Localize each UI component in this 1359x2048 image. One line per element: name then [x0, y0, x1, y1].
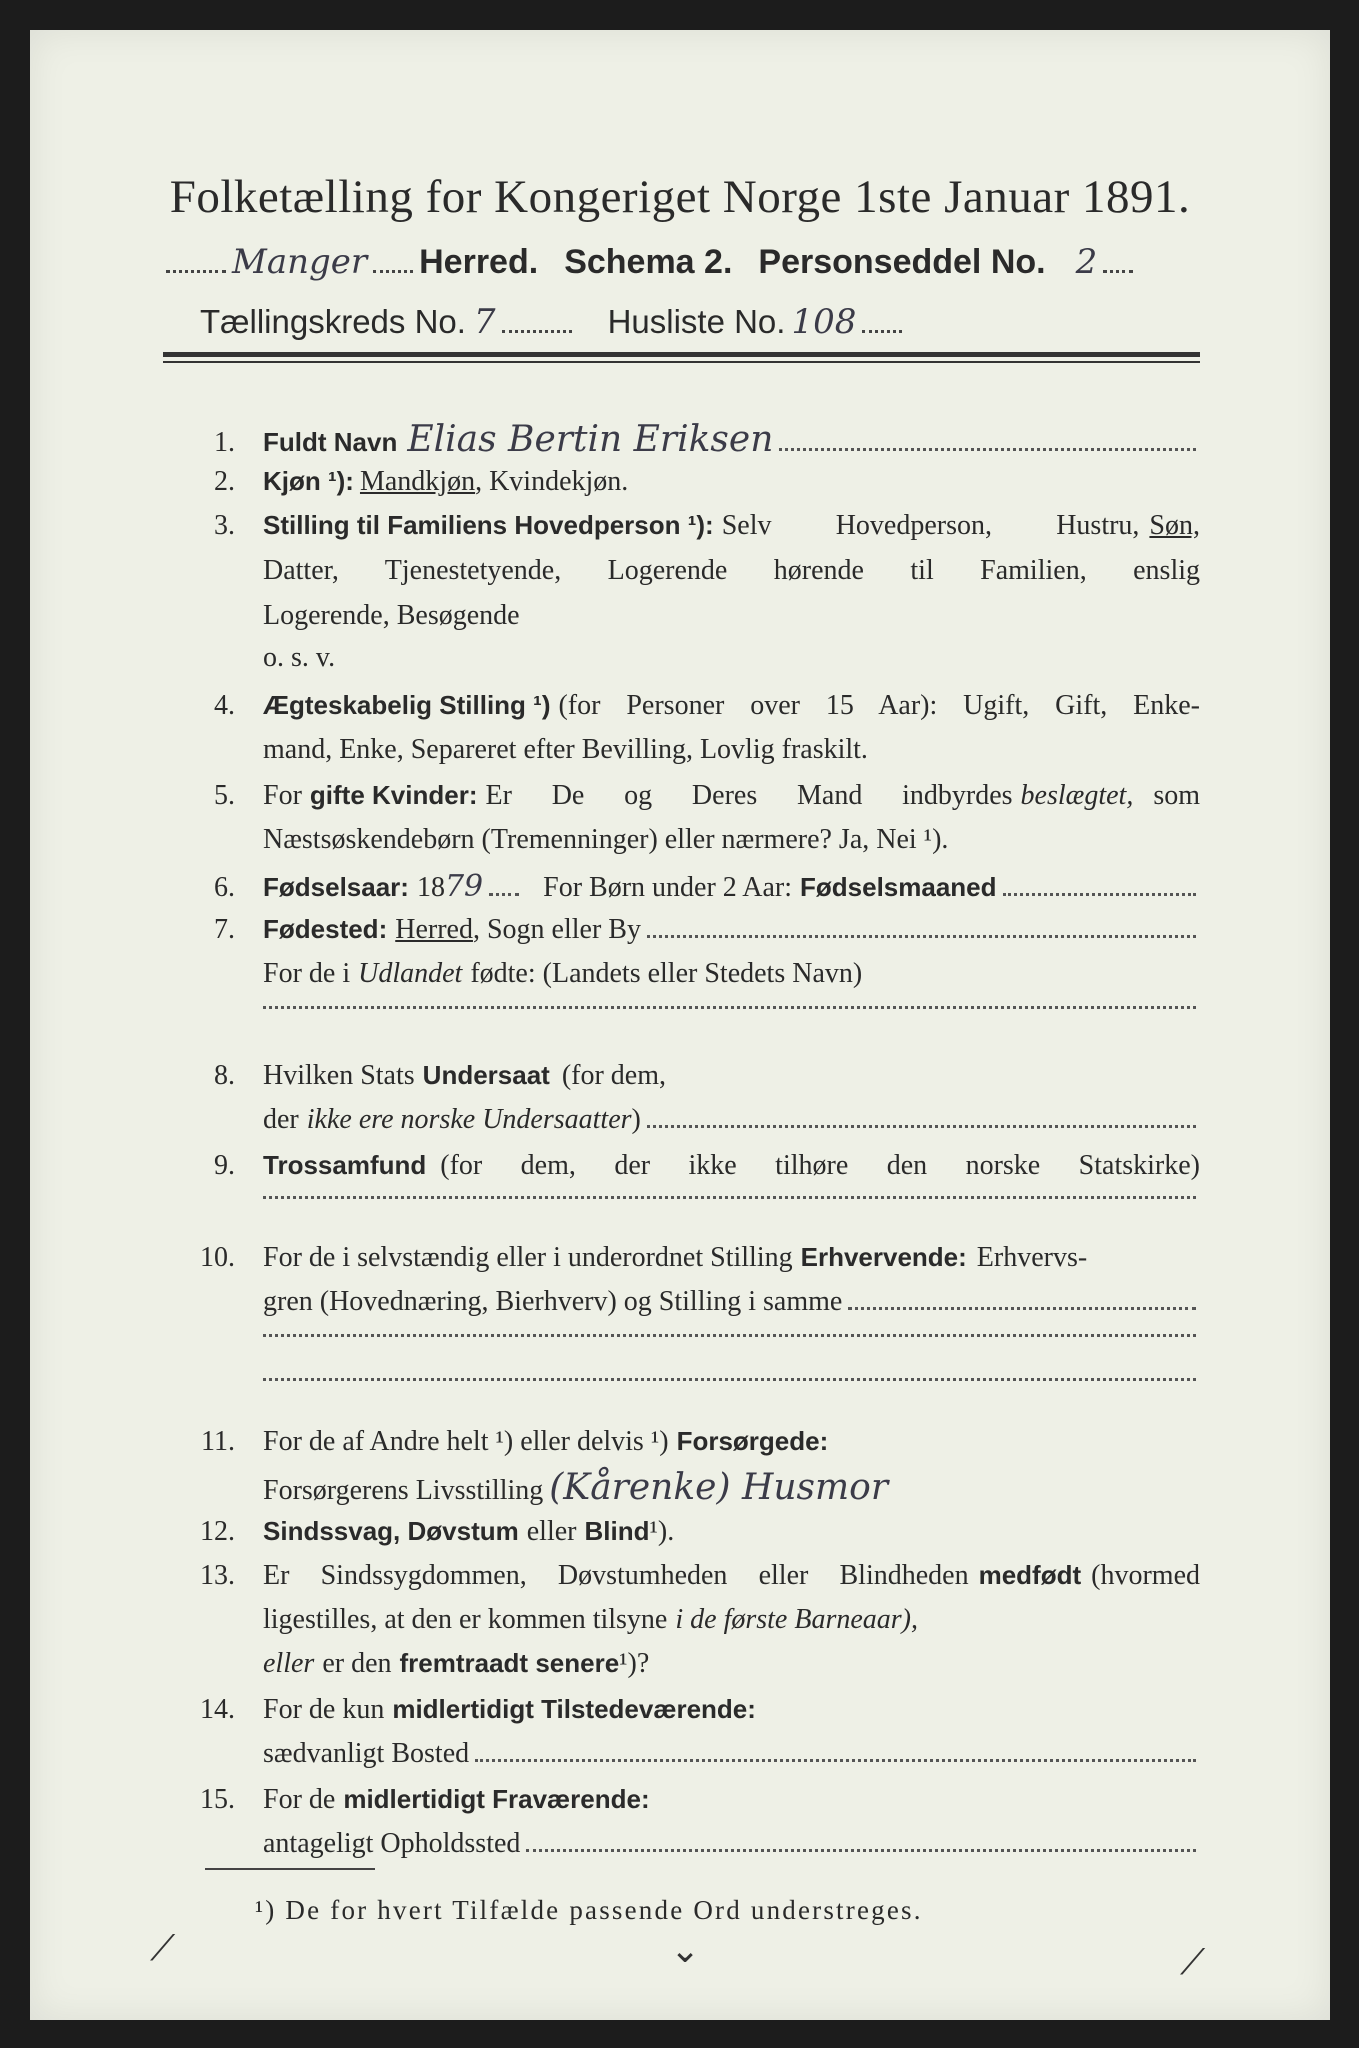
- item-1: [30, 419, 1330, 460]
- item-label: medfødt: [978, 1560, 1082, 1590]
- header-divider-thin: [163, 361, 1200, 363]
- position-selected[interactable]: Søn,: [1149, 510, 1200, 541]
- personseddel-value[interactable]: 2: [1075, 242, 1098, 282]
- dotted-leader: [647, 935, 1196, 938]
- birthplace-selected[interactable]: Herred: [395, 914, 473, 945]
- item-number: 6.: [214, 872, 235, 903]
- footnote-divider: [205, 1868, 375, 1870]
- item-12: [30, 1518, 1330, 1546]
- item-number: 12.: [200, 1516, 235, 1547]
- item-14: [30, 1696, 1330, 1724]
- birth-year-value[interactable]: 79: [444, 869, 484, 904]
- item-label: Stilling til Familiens Hovedperson ¹):: [263, 510, 714, 540]
- dotted-leader[interactable]: [263, 1196, 1196, 1199]
- item-label: Kjøn ¹):: [263, 466, 354, 496]
- item-13: [30, 1562, 1330, 1590]
- item-3: [30, 512, 1330, 540]
- item-text: er den: [322, 1648, 392, 1679]
- item-8: [30, 1062, 1330, 1090]
- item-text: Udlandet: [358, 958, 463, 989]
- item-text: mand, Enke, Separeret efter Bevilling, Lovlig fraskilt.: [263, 734, 868, 765]
- item-5-cont: [30, 826, 1330, 854]
- form-title: Folketælling for Kongeriget Norge 1ste Januar 1891.: [169, 171, 1191, 223]
- item-8-cont: der ikke ere norske Undersaatter ): [30, 1106, 1330, 1134]
- item-number: 4.: [214, 690, 235, 721]
- item-text: ligestilles, at den er kommen tilsyne: [263, 1604, 668, 1635]
- item-text: , Sogn eller By: [472, 914, 641, 945]
- birth-year-prefix: 18: [416, 872, 445, 903]
- item-text: Selv Hovedperson, Hustru,: [721, 510, 1140, 541]
- gender-selected[interactable]: Mandkjøn: [359, 466, 476, 497]
- item-label: Fødselsaar:: [263, 872, 409, 902]
- item-text: (for dem,: [561, 1060, 667, 1091]
- item-label: Forsørgede:: [676, 1426, 829, 1456]
- dotted-leader[interactable]: [526, 1849, 1196, 1852]
- item-number: 5.: [214, 780, 235, 811]
- item-text: Er Sindssygdommen, Døvstumheden eller Blindheden: [263, 1560, 969, 1591]
- item-15-cont: [30, 1830, 1330, 1858]
- item-label: Blind: [584, 1516, 650, 1546]
- item-7-fill: [30, 1006, 1330, 1015]
- item-10-cont: [30, 1288, 1330, 1316]
- herred-value[interactable]: Manger: [232, 242, 368, 282]
- item-text: eller: [526, 1516, 577, 1547]
- item-text: Logerende, Besøgende: [263, 600, 520, 631]
- item-label: Trossamfund: [263, 1150, 427, 1180]
- item-text: (for dem, der ikke tilhøre den norske Statskirke): [440, 1150, 1200, 1181]
- dotted-leader[interactable]: [848, 1307, 1196, 1310]
- provider-occupation-value[interactable]: (Kårenke) Husmor: [549, 1467, 889, 1508]
- item-15: [30, 1786, 1330, 1814]
- item-text: For: [263, 780, 302, 811]
- item-text: Er De og Deres Mand indbyrdes: [485, 780, 1013, 811]
- item-number: 7.: [214, 914, 235, 945]
- dotted-leader: [1103, 270, 1133, 273]
- item-3-cont: [30, 557, 1330, 585]
- item-text: eller: [263, 1648, 315, 1679]
- dotted-leader: [862, 330, 902, 333]
- item-text: Næstsøskendebørn (Tremenninger) eller nærmere? Ja, Nei ¹).: [263, 824, 949, 855]
- item-4: [30, 692, 1330, 720]
- item-label: gifte Kvinder:: [309, 780, 478, 810]
- item-text: Hvilken Stats: [263, 1060, 415, 1091]
- item-label: fremtraadt senere: [399, 1648, 620, 1678]
- item-number: 10.: [200, 1242, 235, 1273]
- herred-label: Herred.: [419, 243, 539, 281]
- schema-label: Schema 2.: [564, 243, 733, 281]
- personseddel-label: Personseddel No.: [758, 243, 1046, 281]
- item-text: (hvormed: [1091, 1560, 1200, 1591]
- item-text: sædvanligt Bosted: [263, 1738, 470, 1769]
- item-9: [30, 1152, 1330, 1180]
- husliste-label: Husliste No.: [607, 303, 786, 340]
- item-text: Erhvervs-: [976, 1242, 1088, 1273]
- dotted-leader: [502, 330, 572, 333]
- kreds-line: [200, 302, 1210, 342]
- item-label: Erhvervende:: [800, 1242, 967, 1272]
- dotted-leader[interactable]: [263, 1006, 1196, 1009]
- item-text: (for Personer over 15 Aar): Ugift, Gift, Enke-: [558, 690, 1200, 721]
- kreds-label: Tællingskreds No.: [200, 303, 466, 340]
- item-11: [30, 1428, 1330, 1456]
- item-number: 14.: [200, 1694, 235, 1725]
- item-text: gren (Hovednæring, Bierhverv) og Stilling i samme: [263, 1286, 843, 1317]
- item-number: 3.: [214, 510, 235, 541]
- husliste-value[interactable]: 108: [791, 302, 857, 342]
- item-13-cont: [30, 1606, 1330, 1634]
- item-text: o. s. v.: [263, 642, 336, 673]
- item-5: [30, 782, 1330, 810]
- dotted-leader[interactable]: [263, 1378, 1196, 1381]
- item-text: som: [1153, 780, 1200, 811]
- kreds-value[interactable]: 7: [473, 302, 496, 342]
- dotted-leader[interactable]: [263, 1334, 1196, 1337]
- gender-options: , Kvindekjøn.: [475, 466, 629, 497]
- item-text: For de i: [263, 958, 351, 989]
- item-number: 8.: [214, 1060, 235, 1091]
- item-number: 11.: [201, 1426, 235, 1457]
- item-text: For de i selvstændig eller i underordnet Stilling: [263, 1242, 793, 1273]
- item-label: Fødselsmaaned: [800, 872, 997, 902]
- full-name-value[interactable]: Elias Bertin Eriksen: [407, 419, 774, 460]
- item-text: For de af Andre helt ¹) eller delvis ¹): [263, 1426, 669, 1457]
- pencil-mark: ⌄: [670, 1930, 701, 1971]
- item-text: For de: [263, 1784, 336, 1815]
- dotted-leader: [166, 270, 226, 273]
- census-form: [30, 30, 1330, 2020]
- item-text: For Børn under 2 Aar:: [543, 872, 792, 903]
- item-2: [30, 468, 1330, 496]
- item-text: beslægtet,: [1020, 780, 1134, 811]
- item-3-cont: [30, 602, 1330, 630]
- item-text: For de kun: [263, 1694, 385, 1725]
- dotted-leader[interactable]: [475, 1759, 1196, 1762]
- item-text: ikke ere norske Undersaatter: [306, 1104, 632, 1135]
- item-text: ¹)?: [619, 1648, 650, 1679]
- item-9-fill: [30, 1196, 1330, 1205]
- dotted-leader: [1003, 893, 1196, 896]
- item-label: Fødested:: [263, 914, 388, 944]
- item-text: i de første Barneaar),: [675, 1604, 918, 1635]
- herred-line: [160, 242, 1270, 282]
- item-label: Sindssvag, Døvstum: [263, 1516, 519, 1546]
- item-text: Forsørgerens Livsstilling: [263, 1475, 544, 1506]
- item-11-cont: [30, 1467, 1330, 1508]
- dotted-leader: [779, 448, 1196, 451]
- item-3-cont: [30, 644, 1330, 672]
- item-6: [30, 869, 1330, 904]
- item-number: 15.: [200, 1784, 235, 1815]
- item-number: 9.: [214, 1150, 235, 1181]
- item-7-cont: [30, 960, 1330, 988]
- item-label: midlertidigt Tilstedeværende:: [392, 1694, 756, 1724]
- dotted-leader: [489, 893, 519, 896]
- item-text: Datter, Tjenestetyende, Logerende hørende til Familien, enslig: [263, 555, 1200, 586]
- item-label: midlertidigt Fraværende:: [343, 1784, 650, 1814]
- item-13-cont: [30, 1650, 1330, 1678]
- item-number: 2.: [214, 466, 235, 497]
- item-number: 1.: [214, 427, 235, 458]
- item-text: der: [263, 1104, 299, 1135]
- item-14-cont: [30, 1740, 1330, 1768]
- header-divider-thick: [163, 352, 1200, 357]
- item-10-fill: [30, 1378, 1330, 1387]
- dotted-leader: [373, 270, 413, 273]
- item-label: Ægteskabelig Stilling ¹): [263, 690, 551, 720]
- item-4-cont: [30, 736, 1330, 764]
- pencil-mark: ⟋: [150, 1928, 176, 1969]
- item-text: antageligt Opholdssted: [263, 1828, 521, 1859]
- dotted-leader[interactable]: [647, 1125, 1196, 1128]
- item-text: ¹).: [649, 1516, 675, 1547]
- pencil-mark: ⟋: [1180, 1942, 1206, 1983]
- item-10-fill: [30, 1334, 1330, 1343]
- item-label: Undersaat: [422, 1060, 550, 1090]
- item-label: Fuldt Navn: [263, 427, 398, 457]
- item-number: 13.: [200, 1560, 235, 1591]
- footnote: ¹) De for hvert Tilfælde passende Ord understreges.: [255, 1895, 923, 1925]
- item-10: [30, 1244, 1330, 1272]
- item-text: fødte: (Landets eller Stedets Navn): [470, 958, 863, 989]
- item-7: [30, 916, 1330, 944]
